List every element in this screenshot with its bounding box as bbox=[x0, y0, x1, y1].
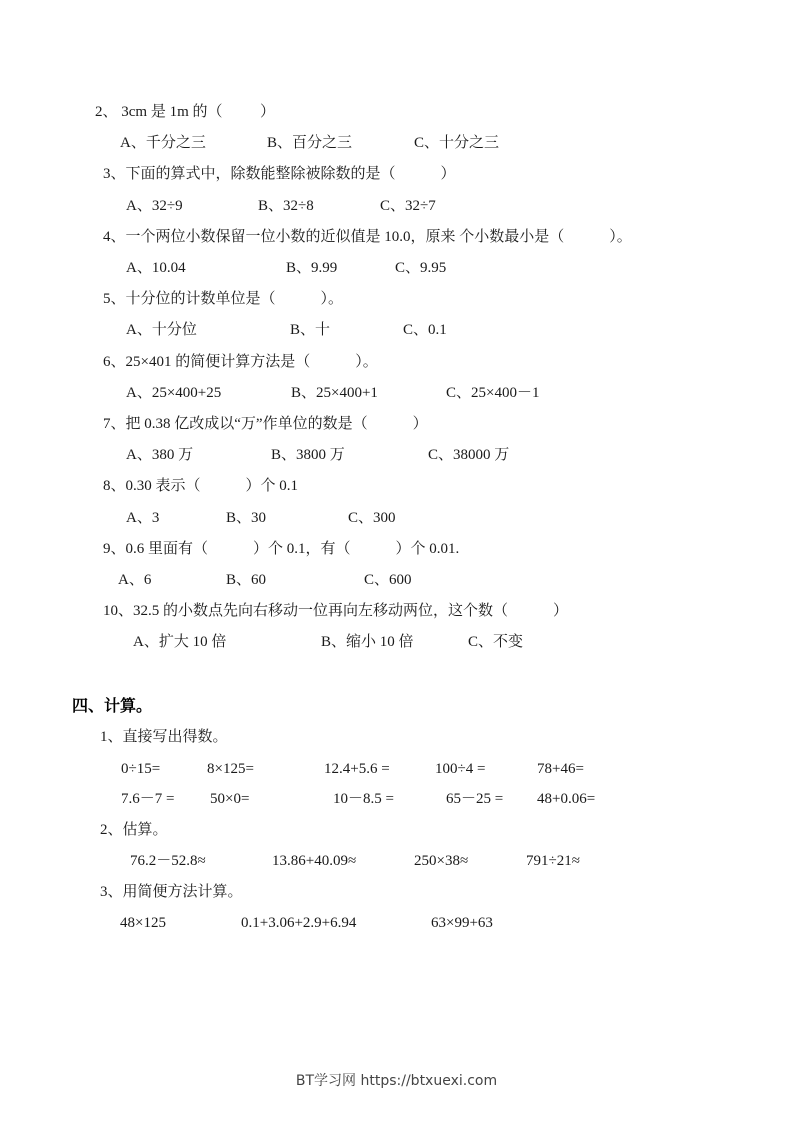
question-4-stem: 4、一个两位小数保留一位小数的近似值是 10.0，原来 个小数最小是（ ）。 bbox=[103, 229, 632, 245]
question-6-option-c: C、25×400－1 bbox=[446, 385, 540, 401]
simplify-1: 48×125 bbox=[120, 915, 166, 931]
question-2-option-c: C、十分之三 bbox=[414, 135, 500, 151]
direct-calc-4: 100÷4 = bbox=[435, 761, 486, 777]
direct-calc-9: 65－25 = bbox=[446, 791, 504, 807]
question-9-option-a: A、6 bbox=[118, 572, 152, 588]
simplify-2: 0.1+3.06+2.9+6.94 bbox=[241, 915, 357, 931]
estimate-1: 76.2－52.8≈ bbox=[130, 853, 206, 869]
section-4-part-3-label: 3、用简便方法计算。 bbox=[100, 884, 243, 900]
question-8-option-a: A、3 bbox=[126, 510, 160, 526]
direct-calc-3: 12.4+5.6 = bbox=[324, 761, 390, 777]
question-7-option-c: C、38000 万 bbox=[428, 447, 510, 463]
question-10-option-c: C、不变 bbox=[468, 634, 524, 650]
question-5-option-b: B、十 bbox=[290, 322, 331, 338]
question-10-option-b: B、缩小 10 倍 bbox=[321, 634, 414, 650]
question-2-stem: 2、 3cm 是 1m 的（ ） bbox=[95, 104, 275, 120]
direct-calc-5: 78+46= bbox=[537, 761, 584, 777]
direct-calc-1: 0÷15= bbox=[121, 761, 161, 777]
direct-calc-8: 10－8.5 = bbox=[333, 791, 394, 807]
question-9-option-c: C、600 bbox=[364, 572, 412, 588]
question-2-option-b: B、百分之三 bbox=[267, 135, 353, 151]
question-6-option-b: B、25×400+1 bbox=[291, 385, 378, 401]
question-2-option-a: A、千分之三 bbox=[120, 135, 206, 151]
section-4-title: 四、计算。 bbox=[72, 696, 153, 715]
question-8-stem: 8、0.30 表示（ ）个 0.1 bbox=[103, 478, 299, 494]
question-10-stem: 10、32.5 的小数点先向右移动一位再向左移动两位，这个数（ ） bbox=[103, 603, 569, 619]
question-3-option-a: A、32÷9 bbox=[126, 198, 183, 214]
estimate-4: 791÷21≈ bbox=[526, 853, 580, 869]
question-7-stem: 7、把 0.38 亿改成以“万”作单位的数是（ ） bbox=[103, 416, 428, 432]
question-9-stem: 9、0.6 里面有（ ）个 0.1，有（ ）个 0.01. bbox=[103, 541, 460, 557]
direct-calc-2: 8×125= bbox=[207, 761, 254, 777]
question-4-option-c: C、9.95 bbox=[395, 260, 447, 276]
question-3-stem: 3、下面的算式中，除数能整除被除数的是（ ） bbox=[103, 166, 456, 182]
question-10-option-a: A、扩大 10 倍 bbox=[133, 634, 227, 650]
question-7-option-a: A、380 万 bbox=[126, 447, 194, 463]
estimate-3: 250×38≈ bbox=[414, 853, 469, 869]
footer-watermark: BT学习网 https://btxuexi.com bbox=[295, 1073, 498, 1089]
direct-calc-6: 7.6－7 = bbox=[121, 791, 175, 807]
estimate-2: 13.86+40.09≈ bbox=[272, 853, 357, 869]
section-4-part-1-label: 1、直接写出得数。 bbox=[100, 729, 228, 745]
question-5-option-c: C、0.1 bbox=[403, 322, 447, 338]
direct-calc-7: 50×0= bbox=[210, 791, 250, 807]
question-5-option-a: A、十分位 bbox=[126, 322, 197, 338]
question-9-option-b: B、60 bbox=[226, 572, 267, 588]
question-3-option-b: B、32÷8 bbox=[258, 198, 314, 214]
simplify-3: 63×99+63 bbox=[431, 915, 493, 931]
question-4-option-a: A、10.04 bbox=[126, 260, 186, 276]
question-8-option-c: C、300 bbox=[348, 510, 396, 526]
question-7-option-b: B、3800 万 bbox=[271, 447, 345, 463]
question-8-option-b: B、30 bbox=[226, 510, 267, 526]
section-4-part-2-label: 2、估算。 bbox=[100, 822, 168, 838]
direct-calc-10: 48+0.06= bbox=[537, 791, 596, 807]
question-5-stem: 5、十分位的计数单位是（ ）。 bbox=[103, 291, 344, 307]
question-6-option-a: A、25×400+25 bbox=[126, 385, 222, 401]
question-3-option-c: C、32÷7 bbox=[380, 198, 436, 214]
question-4-option-b: B、9.99 bbox=[286, 260, 338, 276]
question-6-stem: 6、25×401 的简便计算方法是（ ）。 bbox=[103, 354, 378, 370]
